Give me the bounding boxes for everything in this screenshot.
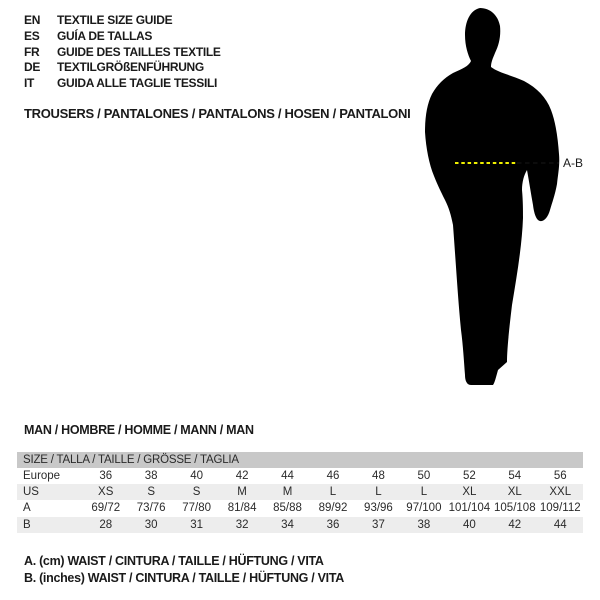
measure-label-ab: A-B xyxy=(563,156,584,170)
language-row-de xyxy=(24,60,221,76)
table-cell: 36 xyxy=(99,470,113,483)
language-code: DE xyxy=(24,60,41,75)
row-label: US xyxy=(23,486,39,499)
man-silhouette-svg xyxy=(410,0,600,400)
table-cell: 73/76 xyxy=(136,502,166,515)
table-cell: 44 xyxy=(553,518,567,531)
table-cell: 38 xyxy=(144,470,158,483)
table-cell: XL xyxy=(462,486,477,499)
table-row-us xyxy=(17,484,583,500)
table-row-b-inches xyxy=(17,517,583,533)
table-cell: S xyxy=(192,486,201,499)
table-cell: 40 xyxy=(462,518,476,531)
row-label: A xyxy=(23,502,31,515)
table-cell: 105/108 xyxy=(494,502,536,515)
table-row-a-cm xyxy=(17,500,583,516)
table-cell: 34 xyxy=(281,518,294,531)
table-cell: 31 xyxy=(190,518,204,531)
language-code: FR xyxy=(24,44,40,59)
table-cell: XS xyxy=(98,486,114,499)
man-silhouette-figure xyxy=(410,0,600,400)
size-table xyxy=(17,452,583,533)
table-cell: 52 xyxy=(462,470,476,483)
table-cell: M xyxy=(237,486,247,499)
note-b-inches: B. (inches) WAIST / CINTURA / TAILLE / HÜFTUNG / VITA xyxy=(24,571,344,586)
table-cell: M xyxy=(282,486,293,499)
table-cell: L xyxy=(375,486,382,499)
language-row-en xyxy=(24,13,221,29)
table-cell: 37 xyxy=(372,518,385,531)
table-cell: 85/88 xyxy=(273,502,302,515)
table-cell: 30 xyxy=(144,518,158,531)
table-cell: 54 xyxy=(508,470,522,483)
language-code: IT xyxy=(24,76,35,91)
language-label: GUÍA DE TALLAS xyxy=(57,28,153,43)
language-label: TEXTILGRÖßENFÜHRUNG xyxy=(57,60,204,75)
table-cell: L xyxy=(329,486,337,499)
row-label: B xyxy=(23,518,31,531)
table-cell: 46 xyxy=(326,470,340,483)
section-title-man: MAN / HOMBRE / HOMME / MANN / MAN xyxy=(24,423,254,437)
language-code: ES xyxy=(24,28,40,43)
size-table-header xyxy=(17,452,583,468)
table-cell: L xyxy=(420,486,428,499)
table-cell: 69/72 xyxy=(91,502,121,515)
table-cell: 97/100 xyxy=(406,502,442,515)
table-cell: 42 xyxy=(508,518,522,531)
language-label: GUIDA ALLE TAGLIE TESSILI xyxy=(57,76,218,91)
table-cell: 42 xyxy=(235,470,249,483)
man-silhouette-shape xyxy=(425,8,559,385)
table-cell: 38 xyxy=(417,518,431,531)
note-a-cm: A. (cm) WAIST / CINTURA / TAILLE / HÜFTUNG / VITA xyxy=(24,554,324,568)
table-row-europe xyxy=(17,468,583,484)
language-row-es xyxy=(24,29,221,45)
language-row-fr xyxy=(24,45,221,61)
table-cell: 44 xyxy=(281,470,294,483)
garment-title: TROUSERS / PANTALONES / PANTALONS / HOSEN / PANTALONI xyxy=(24,106,411,121)
table-cell: 93/96 xyxy=(364,502,393,515)
table-cell: 81/84 xyxy=(227,502,257,515)
table-cell: 109/112 xyxy=(539,502,581,515)
size-table-header-label: SIZE / TALLA / TAILLE / GRÖSSE / TAGLIA xyxy=(23,454,239,466)
measurement-notes xyxy=(24,553,344,587)
table-cell: XL xyxy=(507,486,522,499)
table-cell: 50 xyxy=(417,470,431,483)
table-cell: 40 xyxy=(190,470,204,483)
language-legend xyxy=(24,13,221,92)
row-label: Europe xyxy=(23,470,61,483)
table-cell: 32 xyxy=(235,518,249,531)
table-cell: 101/104 xyxy=(448,502,491,515)
language-row-it xyxy=(24,76,221,92)
table-cell: XXL xyxy=(549,486,572,499)
table-cell: 28 xyxy=(99,518,113,531)
table-cell: 36 xyxy=(326,518,340,531)
table-cell: 89/92 xyxy=(318,502,348,515)
language-label: GUIDE DES TAILLES TEXTILE xyxy=(57,44,221,59)
language-label: TEXTILE SIZE GUIDE xyxy=(57,13,173,27)
table-cell: S xyxy=(147,486,156,499)
language-code: EN xyxy=(24,13,41,27)
table-cell: 48 xyxy=(372,470,385,483)
table-cell: 56 xyxy=(553,470,567,483)
table-cell: 77/80 xyxy=(182,502,212,515)
